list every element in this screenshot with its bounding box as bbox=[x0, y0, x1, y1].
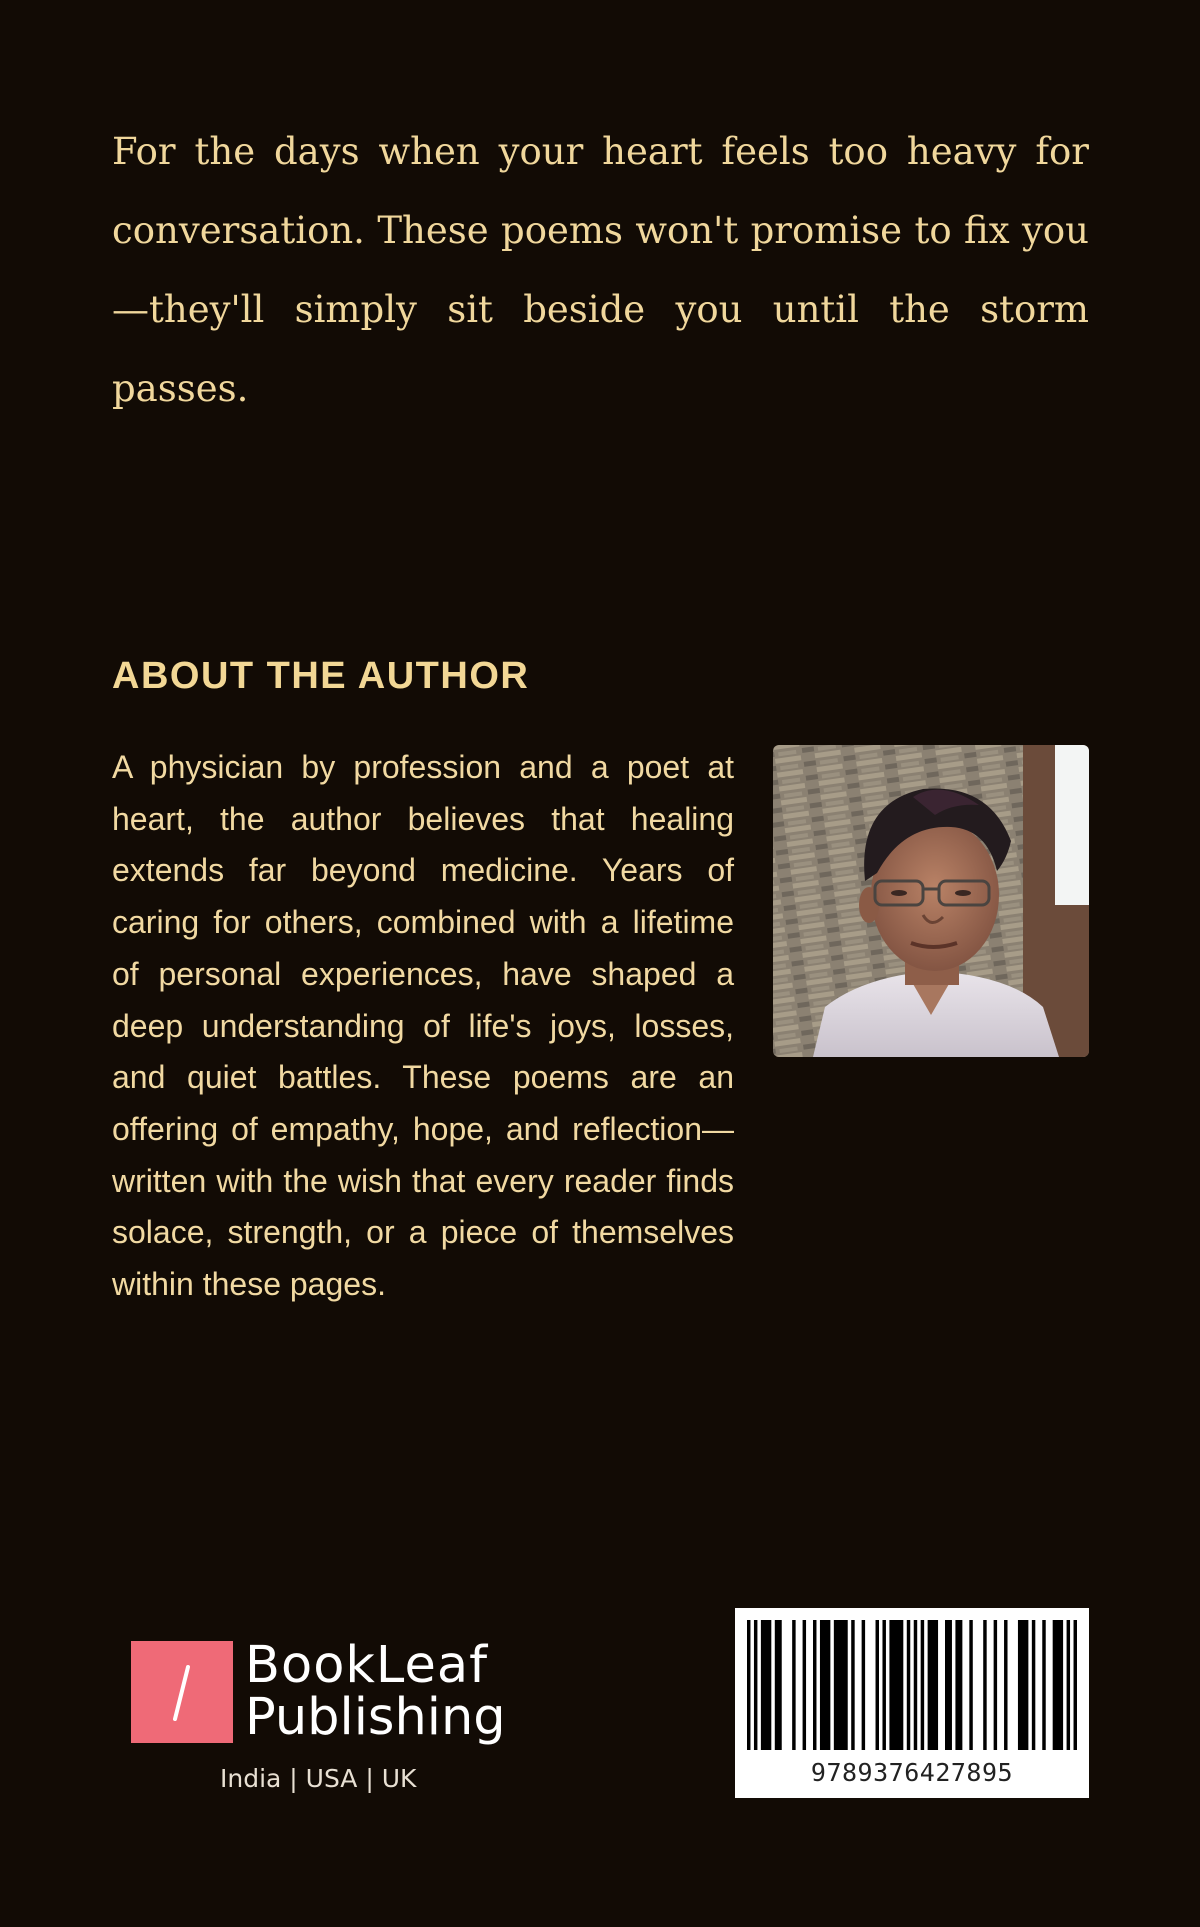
barcode-bar bbox=[876, 1620, 879, 1750]
barcode-bar bbox=[928, 1620, 938, 1750]
barcode-bar bbox=[747, 1620, 750, 1750]
barcode-bar bbox=[882, 1620, 885, 1750]
barcode-bar bbox=[803, 1620, 806, 1750]
barcode-bar bbox=[851, 1620, 854, 1750]
publisher-name-line2: Publishing bbox=[245, 1688, 506, 1747]
barcode-bar bbox=[955, 1620, 962, 1750]
barcode-bar bbox=[994, 1620, 997, 1750]
about-author-text: A physician by profession and a poet at heart, the author believes that healing extends far beyond medicine. Years of caring for others, combined with a lifetime of personal experiences, have shaped a deep understanding of life's joys, losses, and quiet battles. These poems are an offering of empathy, hope, and reflection—written with the wish that every reader finds solace, strength, or a piece of themselves within these pages. bbox=[112, 749, 734, 1303]
barcode-bar bbox=[813, 1620, 816, 1750]
barcode-bar bbox=[1042, 1620, 1045, 1750]
publisher-name-line1: BookLeaf bbox=[245, 1636, 489, 1695]
author-photo bbox=[773, 745, 1089, 1057]
barcode-bar bbox=[1053, 1620, 1063, 1750]
barcode-bar bbox=[921, 1620, 924, 1750]
barcode-bar bbox=[969, 1620, 972, 1750]
barcode-bar bbox=[1032, 1620, 1035, 1750]
about-author-heading: ABOUT THE AUTHOR bbox=[112, 655, 530, 697]
barcode-bar bbox=[1067, 1620, 1070, 1750]
barcode-bar bbox=[1074, 1620, 1077, 1750]
barcode-bar bbox=[1018, 1620, 1028, 1750]
barcode-bar bbox=[945, 1620, 952, 1750]
barcode-bar bbox=[983, 1620, 986, 1750]
isbn-barcode bbox=[735, 1608, 1089, 1798]
barcode-bar bbox=[820, 1620, 830, 1750]
back-cover-tagline: For the days when your heart feels too heavy for conversation. These poems won't promise to fix you—they'll simply sit beside you until the storm passes. bbox=[112, 130, 1089, 410]
barcode-bar bbox=[775, 1620, 782, 1750]
barcode-bar bbox=[889, 1620, 903, 1750]
publisher-logo bbox=[131, 1636, 511, 1793]
barcode-bar bbox=[907, 1620, 910, 1750]
barcode-bar bbox=[792, 1620, 795, 1750]
barcode-bar bbox=[761, 1620, 771, 1750]
barcode-bar bbox=[914, 1620, 917, 1750]
isbn-number: 9789376427895 bbox=[810, 1758, 1014, 1787]
barcode-bar bbox=[1004, 1620, 1007, 1750]
barcode-bars bbox=[747, 1620, 1077, 1750]
publisher-regions: India | USA | UK bbox=[220, 1764, 417, 1793]
barcode-bar bbox=[862, 1620, 865, 1750]
leaf-slash-icon bbox=[131, 1641, 233, 1743]
barcode-bar bbox=[834, 1620, 848, 1750]
barcode-bar bbox=[754, 1620, 757, 1750]
